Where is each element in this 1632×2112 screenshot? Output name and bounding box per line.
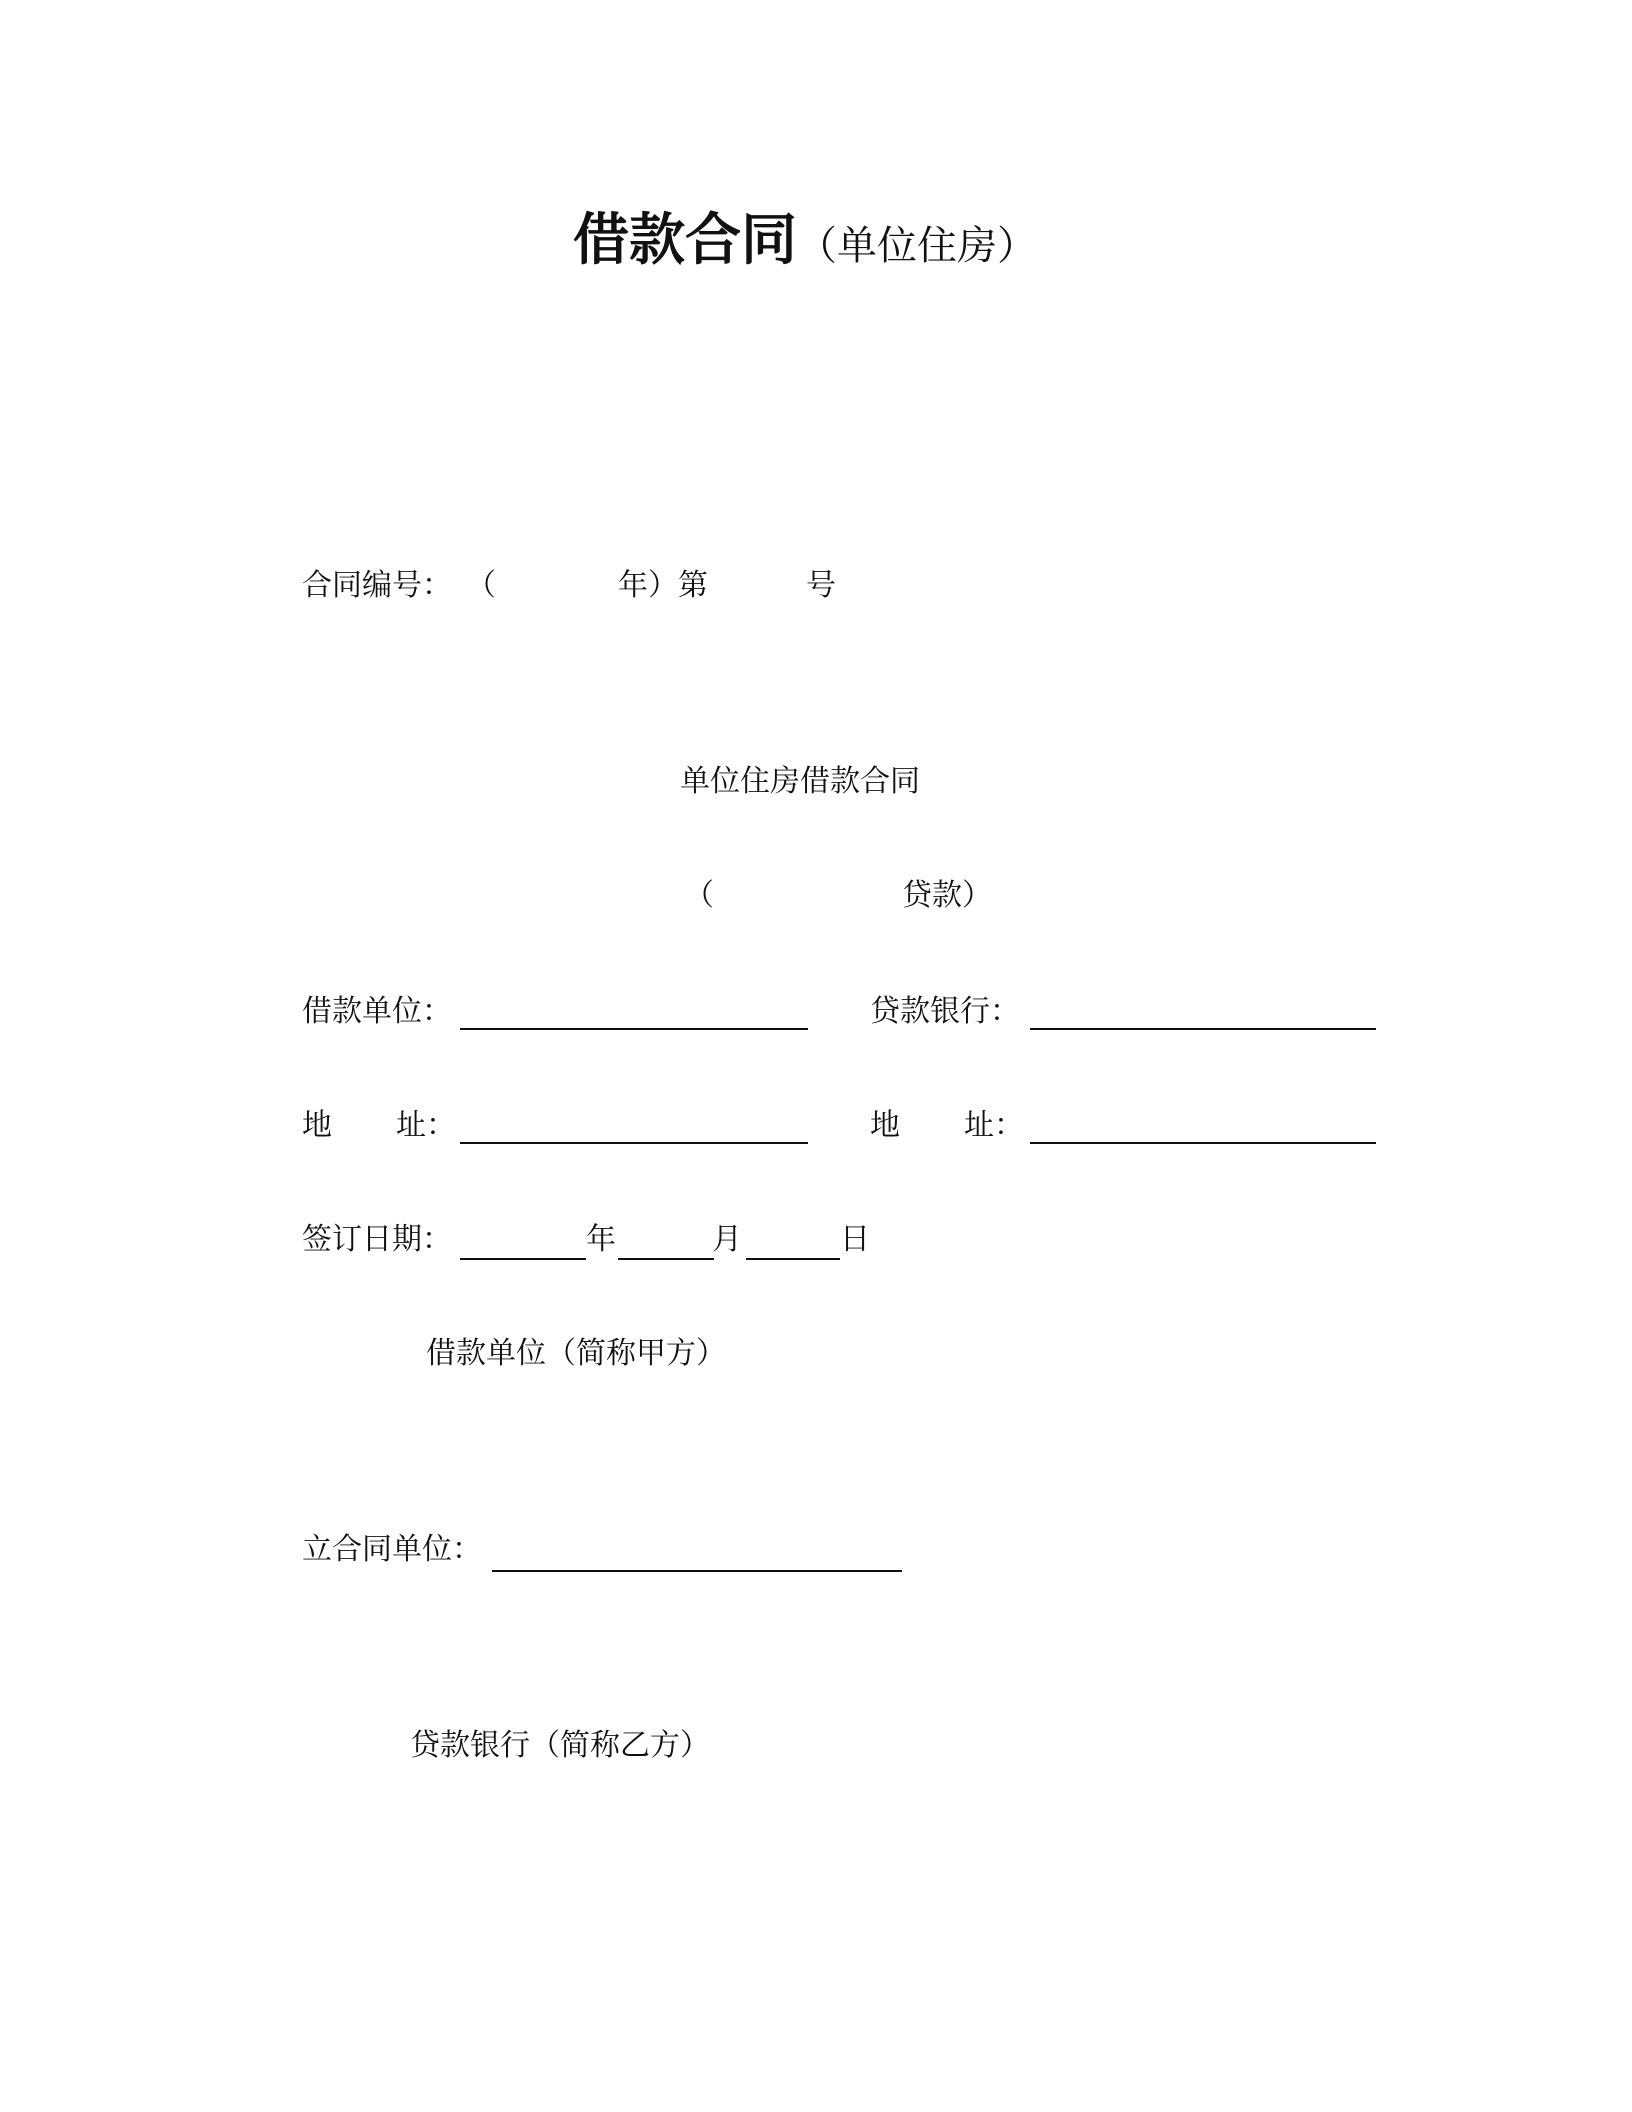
lender-address-line[interactable]: [1030, 1142, 1376, 1144]
sign-year-char: 年: [586, 1222, 616, 1257]
lender-address-label-2: 址：: [964, 1108, 1024, 1143]
lender-address-label-1: 地: [870, 1108, 900, 1143]
borrower-label: 借款单位：: [302, 994, 452, 1029]
lender-field-line[interactable]: [1030, 1028, 1376, 1030]
sign-year-line[interactable]: [460, 1258, 586, 1260]
lender-label: 贷款银行：: [870, 994, 1020, 1029]
contract-unit-line[interactable]: [492, 1570, 902, 1572]
borrower-address-line[interactable]: [460, 1142, 808, 1144]
party-a-label: 借款单位（简称甲方）: [426, 1336, 726, 1371]
contract-no-suffix: 号: [806, 568, 836, 603]
borrower-address-label-2: 址：: [396, 1108, 456, 1143]
borrower-address-label-1: 地: [302, 1108, 332, 1143]
sign-day-char: 日: [840, 1222, 870, 1257]
title-main: 借款合同: [573, 208, 797, 273]
party-b-label: 贷款银行（简称乙方）: [410, 1728, 710, 1763]
contract-no-open-paren: （: [466, 568, 496, 603]
sign-day-line[interactable]: [746, 1258, 840, 1260]
subtitle: 单位住房借款合同: [680, 764, 920, 799]
sign-month-line[interactable]: [618, 1258, 714, 1260]
sign-date-label: 签订日期：: [302, 1222, 452, 1257]
title-paren: （单位住房）: [797, 223, 1037, 269]
borrower-field-line[interactable]: [460, 1028, 808, 1030]
document-title: [573, 196, 1037, 273]
contract-no-label: 合同编号：: [302, 568, 452, 603]
contract-no-year: 年）第: [618, 568, 708, 603]
contract-unit-label: 立合同单位：: [302, 1532, 482, 1567]
sign-month-char: 月: [712, 1222, 742, 1257]
loan-type-suffix: 贷款）: [902, 878, 992, 913]
loan-type-open-paren: （: [684, 878, 714, 913]
